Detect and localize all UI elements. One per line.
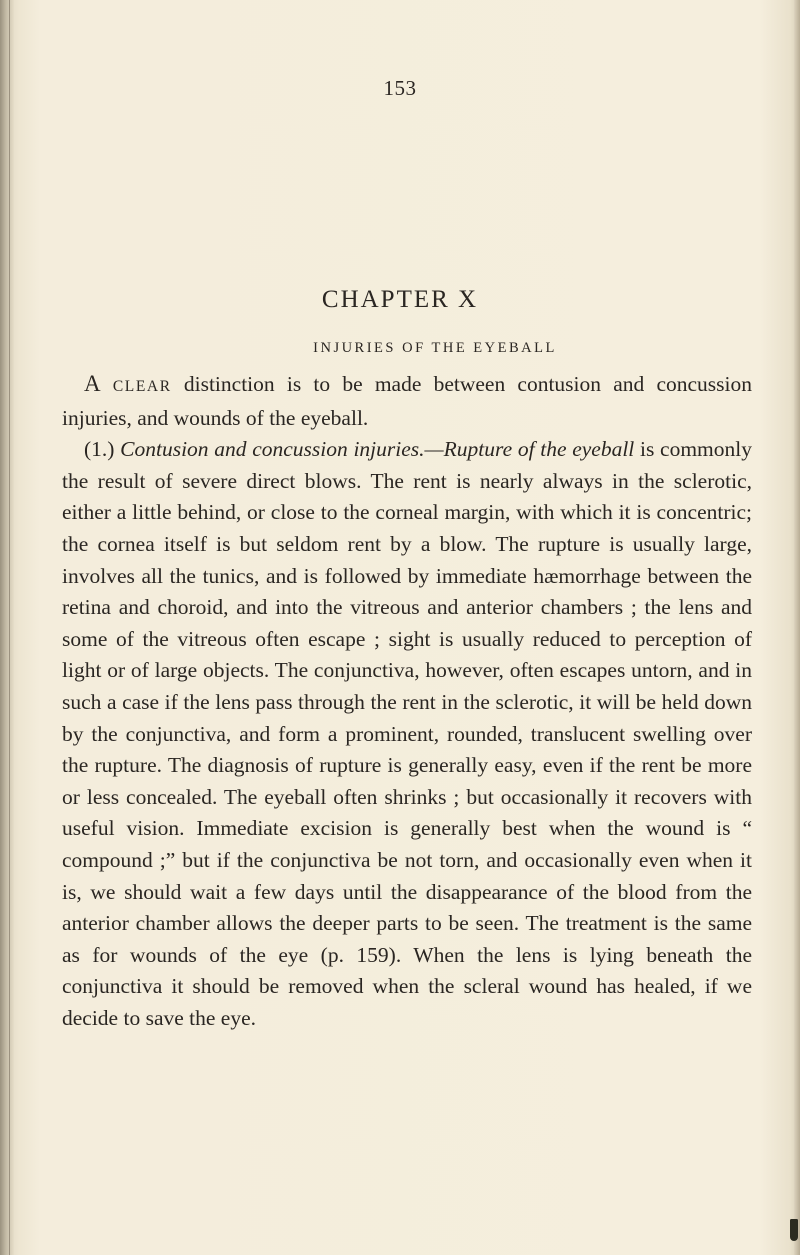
body-text	[62, 368, 752, 1034]
section-1-text: is commonly the result of severe direct blows. The rent is nearly always in the sclerotic, either a little behind, or close to the corneal margin, with which it is concentric; the cornea itself is but seldom rent by a blow. The rupture is usually large, involves all the tunics, and is followed by immediate hæmorrhage between the retina and choroid, and into the vitreous and anterior chambers ; the lens and some of the vitreous often escape ; sight is usually reduced to perception of light or of large objects. The conjunctiva, however, often escapes untorn, and in such a case if the lens pass through the rent in the sclerotic, it will be held down by the conjunctiva, and form a prominent, rounded, translucent swelling over the rupture. The diagnosis of rupture is generally easy, even if the rent be more or less concealed. The eyeball often shrinks ; but occasionally it recovers with useful vision. Immediate excision is generally best when the wound is “ compound ;” but if the conjunctiva be not torn, and occasionally even when it is, we should wait a few days until the disappearance of the blood from the anterior chamber allows the deeper parts to be seen. The treatment is the same as for wounds of the eye (p. 159). When the lens is lying beneath the conjunctiva it should be removed when the scleral wound has healed, if we decide to save the eye.	[62, 437, 753, 1030]
intro-text: distinction is to be made between contusion and concussion injuries, and wounds of the eyeball.	[62, 372, 753, 430]
chapter-title: CHAPTER X	[321, 286, 479, 313]
page-tab-mark	[790, 1219, 798, 1241]
section-1-number: (1.)	[84, 437, 121, 462]
intro-paragraph	[62, 368, 752, 434]
page-gutter	[0, 0, 14, 1255]
page-number: 153	[383, 76, 417, 100]
binding-line	[9, 0, 10, 1255]
chapter-subtitle: INJURIES OF THE EYEBALL	[313, 340, 557, 356]
intro-small-caps: CLEAR	[112, 378, 172, 395]
page-edge	[794, 0, 800, 1255]
intro-initial: A	[84, 371, 101, 396]
section-1-paragraph	[62, 434, 752, 1034]
section-1-heading: Contusion and concussion injuries.—Rupture of the eyeball	[120, 437, 635, 462]
